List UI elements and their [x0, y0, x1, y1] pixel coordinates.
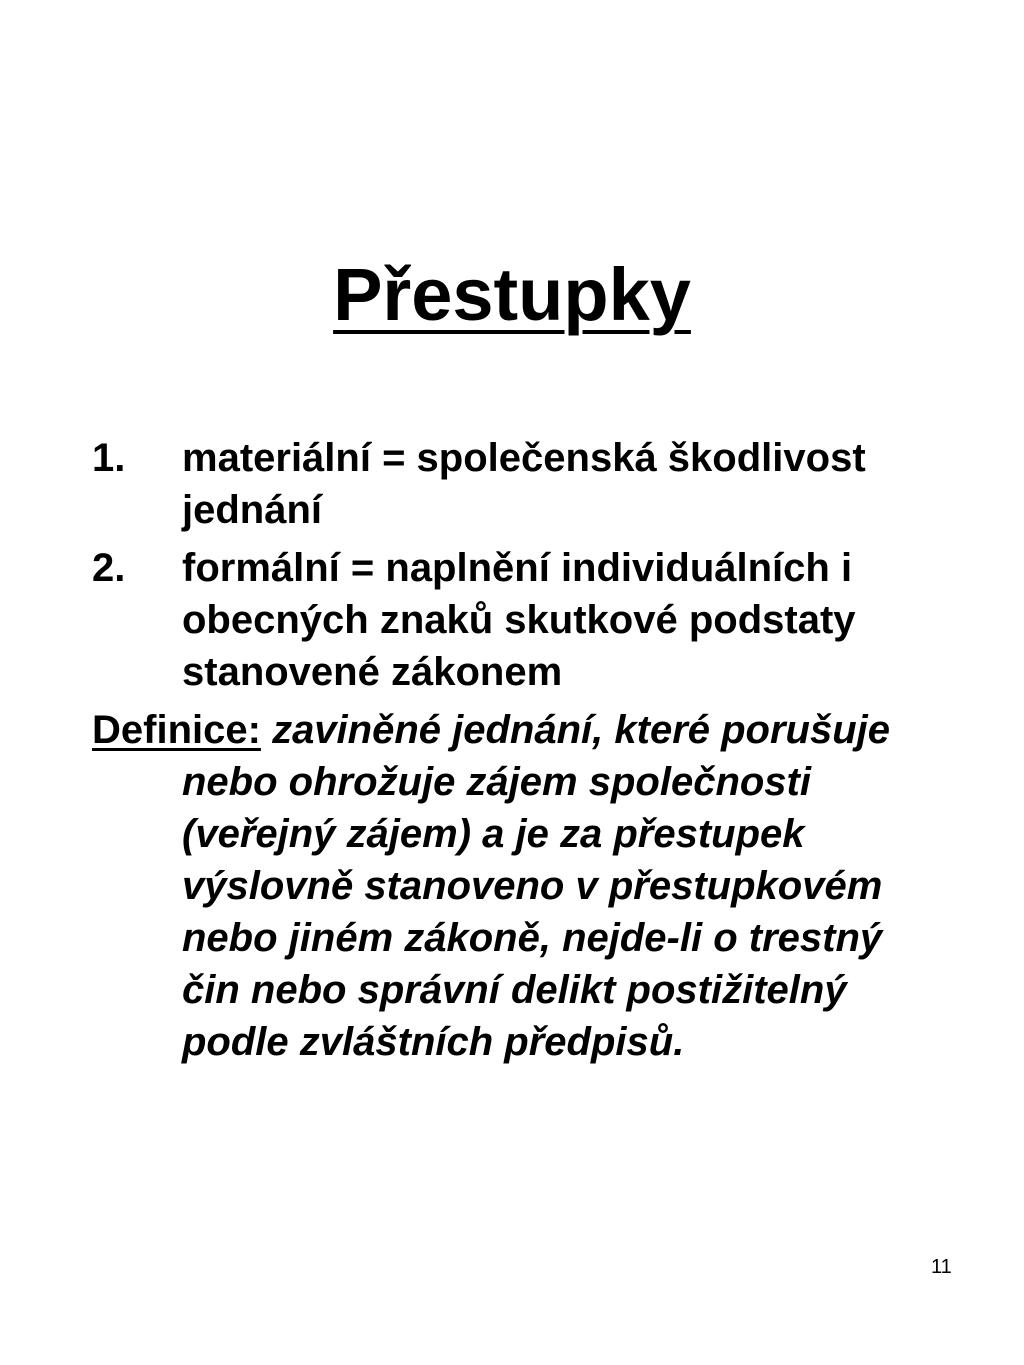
list-item-text: formální = naplnění individuálních i obecných znaků skutkové podstaty stanovené zákonem	[182, 546, 856, 694]
definition-paragraph	[92, 704, 942, 1068]
slide-content	[92, 432, 952, 1068]
list-item	[92, 432, 952, 536]
list-item-number: 1.	[92, 436, 126, 480]
slide-title-text: Přestupky	[333, 253, 691, 336]
list-item	[92, 542, 952, 698]
list-item-number: 2.	[92, 546, 126, 590]
slide-title	[0, 245, 1024, 345]
definition-label: Definice:	[92, 708, 261, 752]
page-number: 11	[931, 1256, 952, 1278]
list-item-text: materiální = společenská škodlivost jednání	[182, 436, 866, 532]
definition-text: zaviněné jednání, které porušuje nebo ohrožuje zájem společnosti (veřejný zájem) a je za přestupek výslovně stanoveno v přestupkovém nebo jiném zákoně, nejde-li o trestný čin nebo správní delikt postižitelný podle zvláštních předpisů.	[182, 708, 891, 1064]
